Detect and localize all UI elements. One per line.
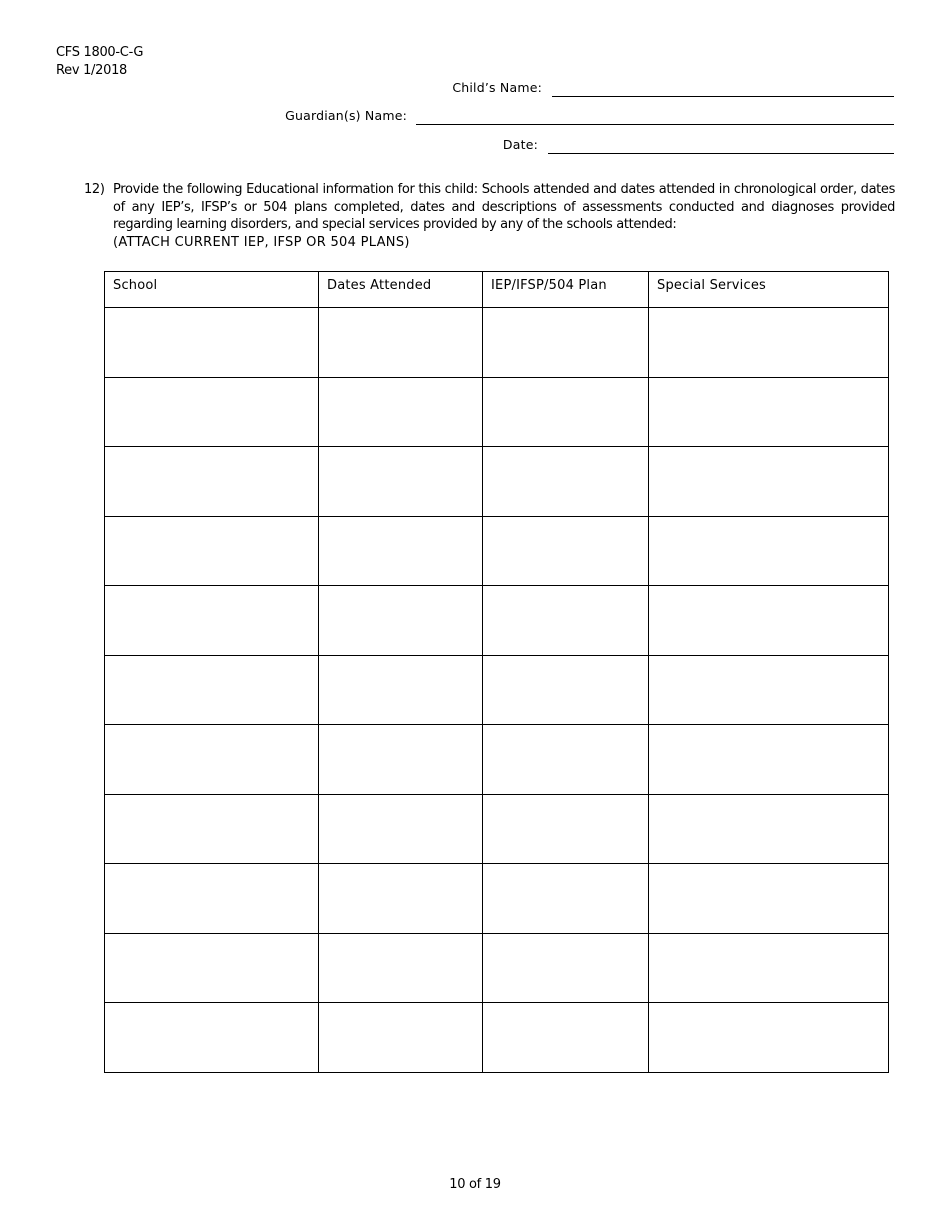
school-cell[interactable] <box>105 1003 319 1073</box>
education-table <box>104 271 889 1073</box>
special-services-cell[interactable] <box>649 1003 889 1073</box>
special-services-cell[interactable] <box>649 864 889 934</box>
dates-attended-cell[interactable] <box>319 586 483 656</box>
iep-plan-cell[interactable] <box>483 308 649 378</box>
dates-attended-cell[interactable] <box>319 447 483 517</box>
special-services-cell[interactable] <box>649 377 889 447</box>
special-services-cell[interactable] <box>649 725 889 795</box>
school-cell[interactable] <box>105 377 319 447</box>
special-services-cell[interactable] <box>649 447 889 517</box>
column-header-dates-attended: Dates Attended <box>319 272 483 308</box>
school-cell[interactable] <box>105 308 319 378</box>
childs-name-label: Child’s Name: <box>452 80 542 95</box>
dates-attended-cell[interactable] <box>319 1003 483 1073</box>
form-identifier <box>56 44 143 80</box>
date-label: Date: <box>502 137 538 152</box>
iep-plan-cell[interactable] <box>483 655 649 725</box>
table-row <box>105 586 889 656</box>
dates-attended-cell[interactable] <box>319 794 483 864</box>
school-cell[interactable] <box>105 516 319 586</box>
dates-attended-cell[interactable] <box>319 933 483 1003</box>
dates-attended-cell[interactable] <box>319 516 483 586</box>
special-services-cell[interactable] <box>649 655 889 725</box>
dates-attended-cell[interactable] <box>319 655 483 725</box>
childs-name-input[interactable] <box>552 96 894 97</box>
question-text-block <box>113 181 895 251</box>
form-number: CFS 1800-C-G <box>56 45 144 60</box>
childs-name-field <box>0 79 950 99</box>
school-cell[interactable] <box>105 447 319 517</box>
iep-plan-cell[interactable] <box>483 725 649 795</box>
dates-attended-cell[interactable] <box>319 725 483 795</box>
table-row <box>105 1003 889 1073</box>
dates-attended-cell[interactable] <box>319 308 483 378</box>
iep-plan-cell[interactable] <box>483 794 649 864</box>
iep-plan-cell[interactable] <box>483 864 649 934</box>
column-header-school: School <box>105 272 319 308</box>
dates-attended-cell[interactable] <box>319 377 483 447</box>
iep-plan-cell[interactable] <box>483 1003 649 1073</box>
guardians-name-input[interactable] <box>416 124 894 125</box>
special-services-cell[interactable] <box>649 933 889 1003</box>
table-row <box>105 447 889 517</box>
school-cell[interactable] <box>105 794 319 864</box>
guardians-name-label: Guardian(s) Name: <box>285 108 407 123</box>
table-row <box>105 725 889 795</box>
table-row <box>105 377 889 447</box>
iep-plan-cell[interactable] <box>483 447 649 517</box>
date-input[interactable] <box>548 153 894 154</box>
iep-plan-cell[interactable] <box>483 377 649 447</box>
table-row <box>105 794 889 864</box>
question-text: Provide the following Educational information for this child: Schools attended and dates attended in chronological order, dates of any IEP’s, IFSP’s or 504 plans completed, dates and descriptions of assessments conducted and diagnoses provided regarding learning disorders, and special services provided by any of the schools attended: <box>113 182 895 232</box>
table-row <box>105 308 889 378</box>
form-revision: Rev 1/2018 <box>56 63 128 78</box>
special-services-cell[interactable] <box>649 308 889 378</box>
table-row <box>105 516 889 586</box>
attach-note: (ATTACH CURRENT IEP, IFSP OR 504 PLANS) <box>113 234 410 250</box>
column-header-special-services: Special Services <box>649 272 889 308</box>
table-header-row <box>105 272 889 308</box>
special-services-cell[interactable] <box>649 794 889 864</box>
page-number: 10 of 19 <box>449 1177 501 1192</box>
special-services-cell[interactable] <box>649 586 889 656</box>
column-header-iep-plan: IEP/IFSP/504 Plan <box>483 272 649 308</box>
school-cell[interactable] <box>105 864 319 934</box>
date-field <box>0 136 950 156</box>
guardians-name-field <box>0 107 950 127</box>
table-row <box>105 864 889 934</box>
table-row <box>105 655 889 725</box>
iep-plan-cell[interactable] <box>483 933 649 1003</box>
school-cell[interactable] <box>105 933 319 1003</box>
question-number: 12) <box>84 182 105 197</box>
school-cell[interactable] <box>105 655 319 725</box>
dates-attended-cell[interactable] <box>319 864 483 934</box>
special-services-cell[interactable] <box>649 516 889 586</box>
iep-plan-cell[interactable] <box>483 516 649 586</box>
table-row <box>105 933 889 1003</box>
school-cell[interactable] <box>105 586 319 656</box>
iep-plan-cell[interactable] <box>483 586 649 656</box>
school-cell[interactable] <box>105 725 319 795</box>
